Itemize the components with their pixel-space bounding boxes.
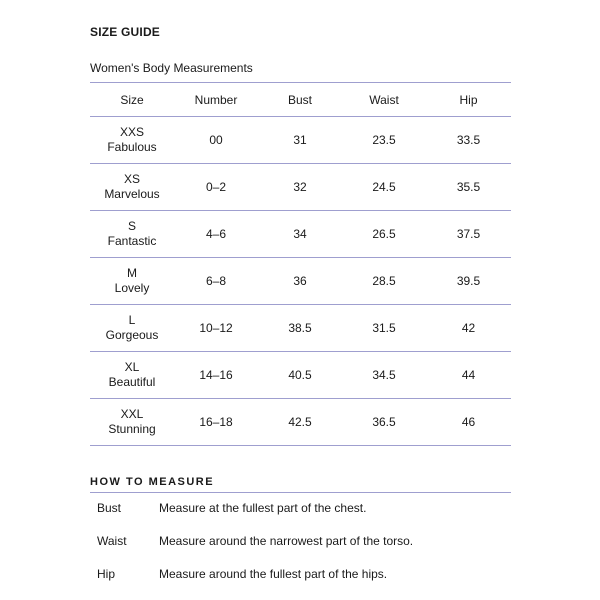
measure-instruction: Measure at the fullest part of the chest. <box>159 501 367 515</box>
table-subtitle: Women's Body Measurements <box>90 61 253 75</box>
size-nickname: Gorgeous <box>105 328 159 342</box>
hip-cell: 39.5 <box>426 258 511 305</box>
measure-label: Waist <box>97 534 127 548</box>
table-row <box>90 164 511 211</box>
size-nickname: Marvelous <box>104 187 160 201</box>
hip-cell: 44 <box>426 352 511 399</box>
number-cell: 0–2 <box>174 164 258 211</box>
header-hip: Hip <box>426 83 511 117</box>
header-size: Size <box>90 83 174 117</box>
waist-cell: 23.5 <box>342 117 426 164</box>
size-guide-page <box>90 0 511 600</box>
bust-cell: 42.5 <box>258 399 342 446</box>
size-nickname: Fabulous <box>107 140 157 154</box>
size-nickname: Fantastic <box>107 234 157 248</box>
measure-instruction: Measure around the narrowest part of the torso. <box>159 534 414 548</box>
size-nickname: Lovely <box>114 281 150 295</box>
table-row <box>90 211 511 258</box>
hip-cell: 46 <box>426 399 511 446</box>
size-code: XXS <box>119 125 144 139</box>
measure-instruction: Measure around the fullest part of the hips. <box>159 567 388 581</box>
size-cell <box>90 258 174 305</box>
waist-cell: 31.5 <box>342 305 426 352</box>
size-cell <box>90 399 174 446</box>
size-cell <box>90 164 174 211</box>
waist-cell: 34.5 <box>342 352 426 399</box>
bust-cell: 31 <box>258 117 342 164</box>
size-code: M <box>127 266 137 280</box>
section-divider <box>90 492 511 493</box>
header-number: Number <box>174 83 258 117</box>
how-to-measure-title: HOW TO MEASURE <box>90 476 215 488</box>
hip-cell: 42 <box>426 305 511 352</box>
table-row <box>90 399 511 446</box>
table-header-row <box>90 83 511 117</box>
hip-cell: 35.5 <box>426 164 511 211</box>
bust-cell: 32 <box>258 164 342 211</box>
waist-cell: 26.5 <box>342 211 426 258</box>
waist-cell: 36.5 <box>342 399 426 446</box>
table-row <box>90 258 511 305</box>
measure-label: Bust <box>97 501 122 515</box>
measure-label: Hip <box>97 567 116 581</box>
bust-cell: 34 <box>258 211 342 258</box>
bust-cell: 36 <box>258 258 342 305</box>
size-cell <box>90 305 174 352</box>
waist-cell: 24.5 <box>342 164 426 211</box>
hip-cell: 33.5 <box>426 117 511 164</box>
waist-cell: 28.5 <box>342 258 426 305</box>
number-cell: 16–18 <box>174 399 258 446</box>
size-code: XL <box>124 360 140 374</box>
number-cell: 6–8 <box>174 258 258 305</box>
bust-cell: 40.5 <box>258 352 342 399</box>
page-title: SIZE GUIDE <box>90 25 161 39</box>
number-cell: 00 <box>174 117 258 164</box>
hip-cell: 37.5 <box>426 211 511 258</box>
header-waist: Waist <box>342 83 426 117</box>
size-cell <box>90 352 174 399</box>
size-code: XS <box>123 172 140 186</box>
size-code: S <box>127 219 136 233</box>
table-row <box>90 117 511 164</box>
size-cell <box>90 117 174 164</box>
header-bust: Bust <box>258 83 342 117</box>
size-cell <box>90 211 174 258</box>
number-cell: 4–6 <box>174 211 258 258</box>
size-code: L <box>128 313 136 327</box>
number-cell: 10–12 <box>174 305 258 352</box>
bust-cell: 38.5 <box>258 305 342 352</box>
table-row <box>90 352 511 399</box>
table-row <box>90 305 511 352</box>
size-code: XXL <box>120 407 144 421</box>
size-nickname: Stunning <box>108 422 156 436</box>
number-cell: 14–16 <box>174 352 258 399</box>
size-table <box>90 82 511 446</box>
size-nickname: Beautiful <box>108 375 156 389</box>
